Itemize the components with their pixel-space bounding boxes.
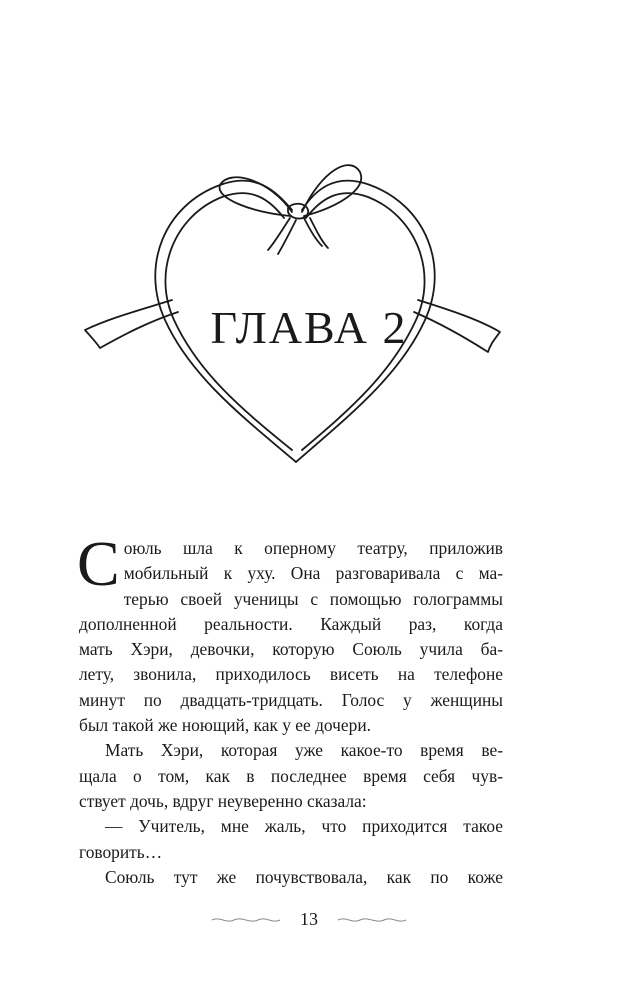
- chapter-title: ГЛАВА 2: [210, 302, 408, 353]
- paragraph: [79, 738, 503, 814]
- page-footer: [0, 905, 618, 935]
- page-number: 13: [300, 909, 318, 929]
- text-line: мобильный к уху. Она разговаривала с ма-: [123, 563, 503, 584]
- drop-cap: С: [77, 528, 120, 599]
- text-line: минут по двадцать-тридцать. Голос у женщины: [79, 689, 503, 710]
- text-line: Союль тут же почувствовала, как по коже: [105, 866, 503, 887]
- paragraph: [79, 865, 503, 890]
- text-line: говорить…: [79, 841, 163, 862]
- text-line: ствует дочь, вдруг неуверенно сказала:: [79, 790, 367, 811]
- paragraph: [77, 528, 503, 738]
- text-line: щала о том, как в последнее время себя чув-: [79, 765, 503, 786]
- flourish-right-icon: [336, 915, 408, 925]
- text-line: терью своей ученицы с помощью голограммы: [123, 588, 503, 609]
- text-line: дополненной реальности. Каждый раз, когда: [79, 613, 503, 634]
- text-line: — Учитель, мне жаль, что приходится такое: [105, 816, 503, 837]
- text-line: лету, звонила, приходилось висеть на телефоне: [79, 664, 503, 685]
- text-line: оюль шла к оперному театру, приложив: [123, 538, 503, 558]
- text-line: был такой же ноющий, как у ее дочери.: [79, 715, 371, 736]
- body-text: [77, 528, 503, 890]
- text-line: Мать Хэри, которая уже какое-то время ве-: [105, 740, 503, 761]
- text-line: мать Хэри, девочки, которую Союль учила ба-: [79, 639, 503, 660]
- paragraph: [79, 814, 503, 865]
